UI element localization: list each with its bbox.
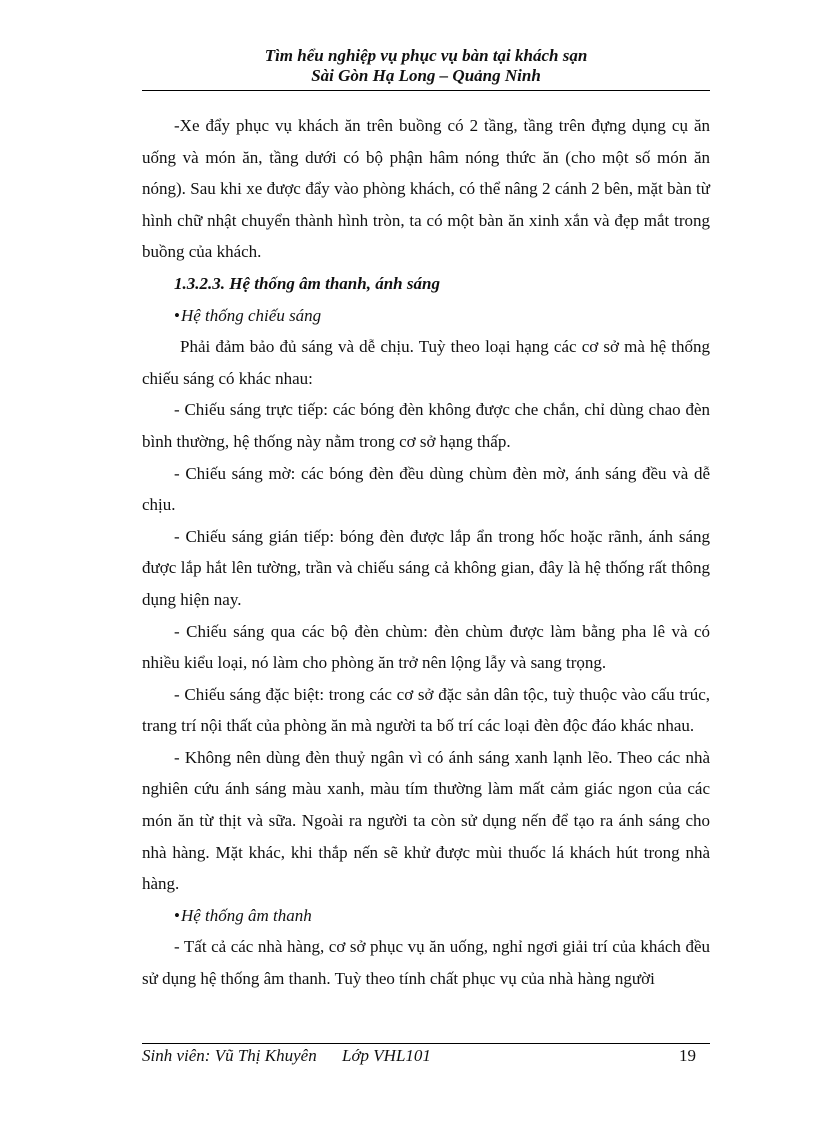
paragraph-special-lighting: - Chiếu sáng đặc biệt: trong các cơ sở đặc sản dân tộc, tuỳ thuộc vào cấu trúc, trang trí nội thất của phòng ăn mà người ta bố trí các loại đèn độc đáo khác nhau. bbox=[142, 684, 710, 736]
footer-divider bbox=[142, 1043, 710, 1044]
header-divider bbox=[142, 90, 710, 91]
header-title-line-2: Sài Gòn Hạ Long – Quảng Ninh bbox=[311, 66, 541, 85]
bullet-label: Hệ thống âm thanh bbox=[180, 905, 312, 925]
paragraph-direct-lighting: - Chiếu sáng trực tiếp: các bóng đèn không được che chắn, chỉ dùng chao đèn bình thường, hệ thống này nằm trong cơ sở hạng thấp. bbox=[142, 400, 710, 451]
footer-class: Lớp VHL101 bbox=[342, 1046, 431, 1065]
bullet-icon: • bbox=[174, 905, 180, 925]
bullet-sound-system bbox=[142, 900, 710, 932]
bullet-lighting-system bbox=[142, 300, 710, 332]
section-heading: 1.3.2.3. Hệ thống âm thanh, ánh sáng bbox=[174, 273, 440, 293]
paragraph-mercury-lamp: - Không nên dùng đèn thuỷ ngân vì có ánh sáng xanh lạnh lẽo. Theo các nhà nghiên cứu ánh sáng màu xanh, màu tím thường làm mất cảm giác ngon của các món ăn từ thịt và sữa. Ngoài ra người ta còn sử dụng nến để tạo ra ánh sáng cho nhà hàng. Mặt khác, khi thắp nến sẽ khử được mùi thuốc lá khách hút trong nhà hàng. bbox=[142, 747, 710, 894]
page-header bbox=[142, 46, 710, 86]
bullet-label: Hệ thống chiếu sáng bbox=[180, 305, 322, 325]
paragraph-dim-lighting: - Chiếu sáng mờ: các bóng đèn đều dùng chùm đèn mờ, ánh sáng đều và dễ chịu. bbox=[142, 463, 710, 515]
paragraph-lighting-intro: Phải đảm bảo đủ sáng và dễ chịu. Tuỳ theo loại hạng các cơ sở mà hệ thống chiếu sáng có khác nhau: bbox=[142, 337, 710, 388]
header-title-line-1: Tìm hểu nghiệp vụ phục vụ bàn tại khách sạn bbox=[264, 46, 588, 65]
page-body bbox=[142, 110, 710, 995]
bullet-icon: • bbox=[174, 305, 180, 325]
paragraph-serving-cart: -Xe đẩy phục vụ khách ăn trên buồng có 2 tầng, tầng trên đựng dụng cụ ăn uống và món ăn, tầng dưới có bộ phận hâm nóng thức ăn (cho một số món ăn nóng). Sau khi xe được đẩy vào phòng khách, có thể nâng 2 cánh 2 bên, mặt bàn từ hình chữ nhật chuyển thành hình tròn, ta có một bàn ăn xinh xắn và đẹp mắt trong buồng của khách. bbox=[142, 116, 710, 262]
paragraph-sound-system: - Tất cả các nhà hàng, cơ sở phục vụ ăn uống, nghỉ ngơi giải trí của khách đều sử dụng hệ thống âm thanh. Tuỳ theo tính chất phục vụ của nhà hàng người bbox=[142, 937, 710, 989]
footer-student-name: Sinh viên: Vũ Thị Khuyên bbox=[142, 1046, 317, 1065]
paragraph-chandelier-lighting: - Chiếu sáng qua các bộ đèn chùm: đèn chùm được làm bằng pha lê và có nhiều kiểu loại, nó làm cho phòng ăn trở nên lộng lẫy và sang trọng. bbox=[142, 621, 710, 673]
page-number: 19 bbox=[679, 1046, 696, 1065]
paragraph-indirect-lighting: - Chiếu sáng gián tiếp: bóng đèn được lắp ẩn trong hốc hoặc rãnh, ánh sáng được lắp hắt lên tường, trần và chiếu sáng cả không gian, đây là hệ thống rất thông dụng hiện nay. bbox=[142, 526, 710, 609]
